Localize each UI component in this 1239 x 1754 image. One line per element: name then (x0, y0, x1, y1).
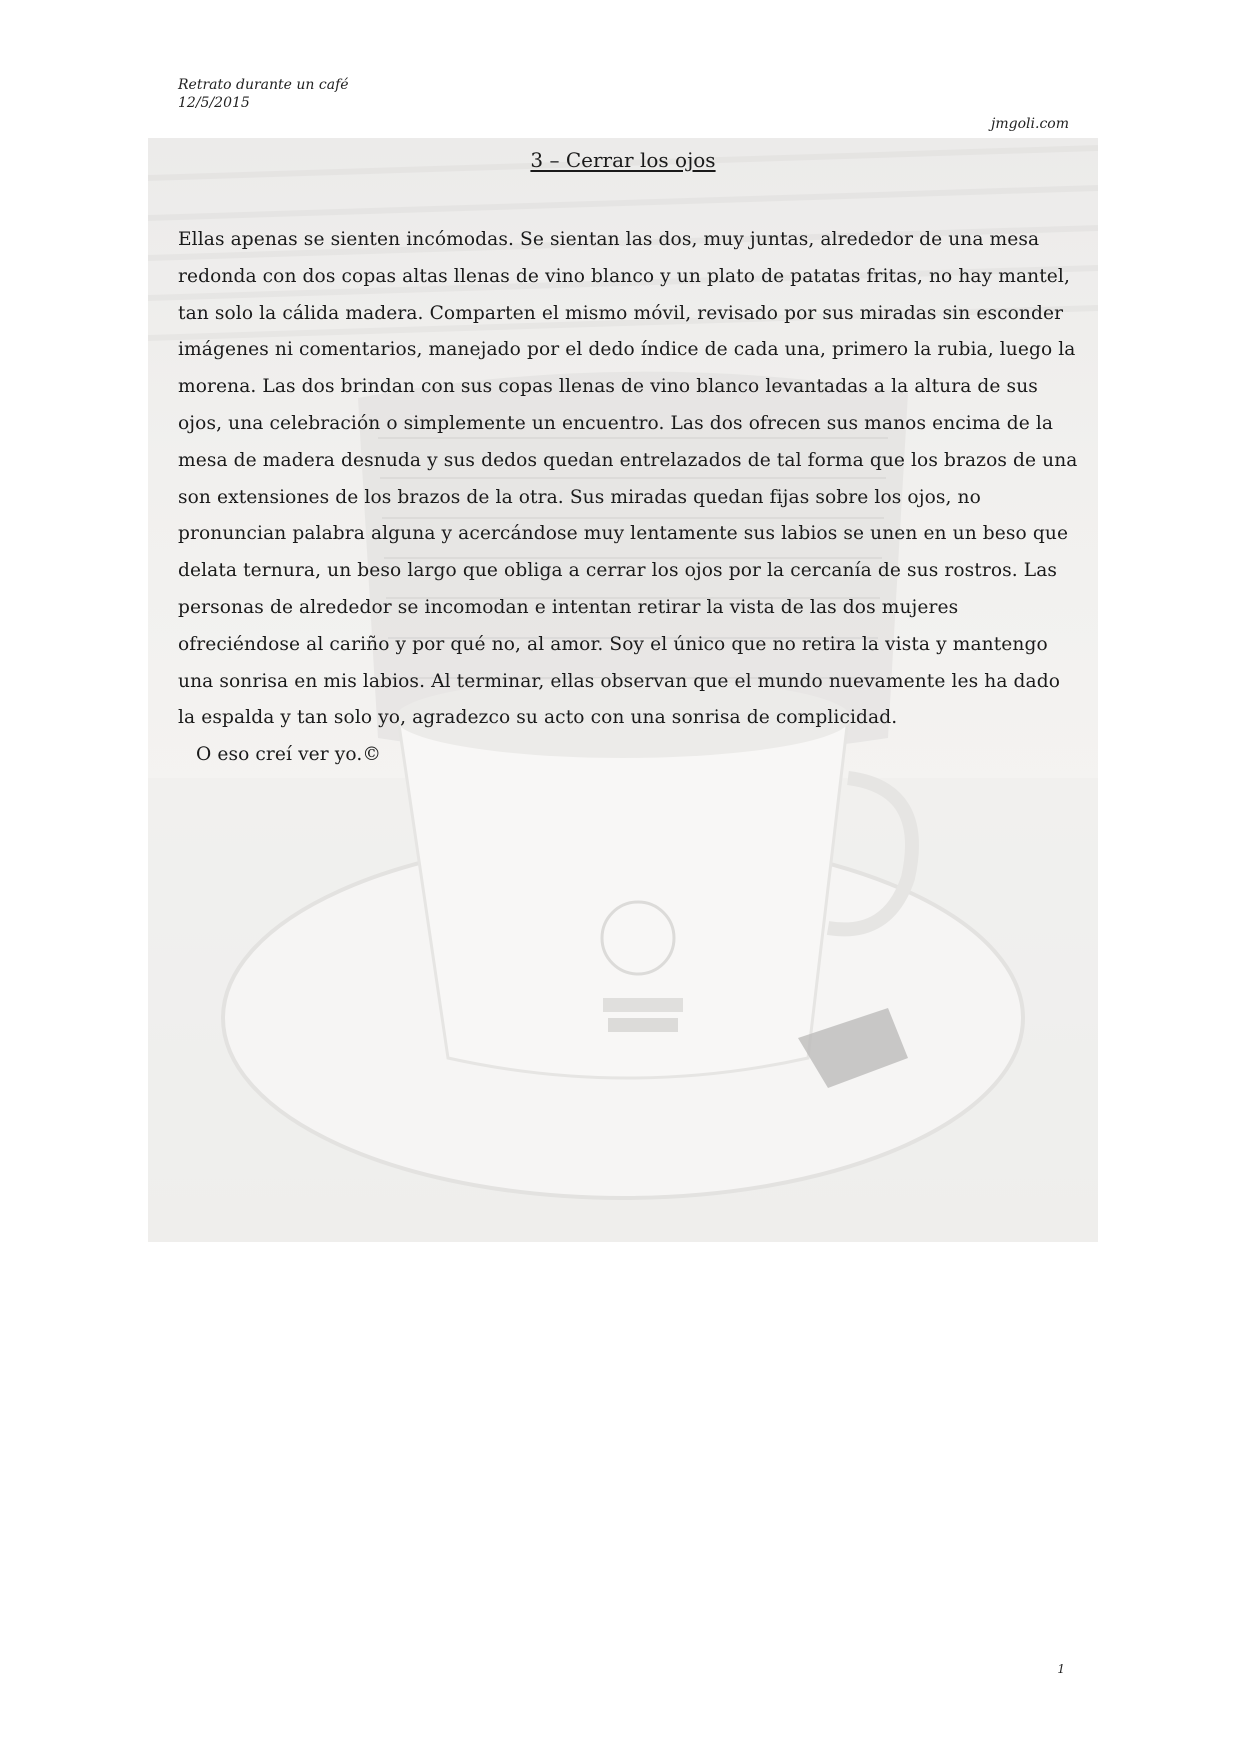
story-body (178, 222, 1078, 774)
page-number: 1 (1057, 1662, 1065, 1676)
chapter-title: 3 – Cerrar los ojos (530, 148, 716, 172)
work-title: Retrato durante un café (178, 77, 349, 93)
story-paragraph: Ellas apenas se sienten incómodas. Se sientan las dos, muy juntas, alrededor de una mesa redonda con dos copas altas llenas de vino blanco y un plato de patatas fritas, no hay mantel, tan solo la cálida madera. Comparten el mismo móvil, revisado por sus miradas sin esconder imágenes ni comentarios, manejado por el dedo índice de cada una, primero la rubia, luego la morena. Las dos brindan con sus copas llenas de vino blanco levantadas a la altura de sus ojos, una celebración o simplemente un encuentro. Las dos ofrecen sus manos encima de la mesa de madera desnuda y sus dedos quedan entrelazados de tal forma que los brazos de una son extensiones de los brazos de la otra. Sus miradas quedan fijas sobre los ojos, no pronuncian palabra alguna y acercándose muy lentamente sus labios se unen en un beso que delata ternura, un beso largo que obliga a cerrar los ojos por la cercanía de sus rostros. Las personas de alrededor se incomodan e intentan retirar la vista de las dos mujeres ofreciéndose al cariño y por qué no, al amor. Soy el único que no retira la vista y mantengo una sonrisa en mis labios. Al terminar, ellas observan que el mundo nuevamente les ha dado la espalda y tan solo yo, agradezco su acto con una sonrisa de complicidad. (178, 229, 1078, 729)
website-label: jmgoli.com (991, 116, 1069, 132)
header-date: 12/5/2015 (178, 95, 250, 111)
closing-line: O eso creí ver yo.© (196, 744, 382, 766)
running-header (178, 76, 349, 112)
